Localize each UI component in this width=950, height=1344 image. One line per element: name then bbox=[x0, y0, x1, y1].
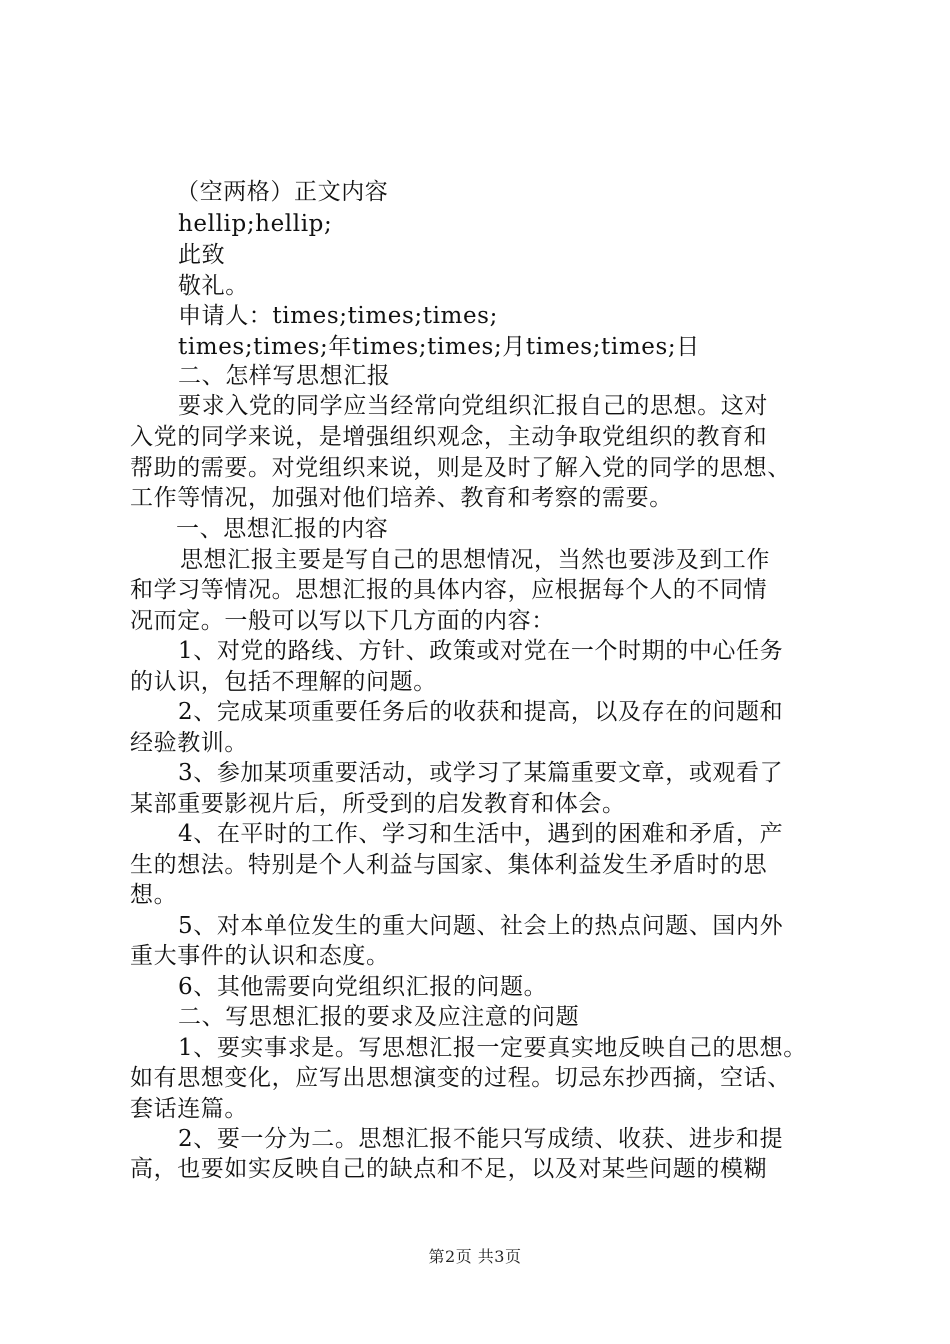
text-line: 高，也要如实反映自己的缺点和不足，以及对某些问题的模糊 bbox=[130, 1156, 768, 1182]
text-line: 套话连篇。 bbox=[130, 1096, 248, 1122]
list-item: 5、对本单位发生的重大问题、社会上的热点问题、国内外 bbox=[178, 913, 784, 939]
text-line: hellip;hellip; bbox=[178, 211, 333, 237]
text-line: 帮助的需要。对党组织来说，则是及时了解入党的同学的思想、 bbox=[130, 455, 791, 481]
list-item: 4、在平时的工作、学习和生活中，遇到的困难和矛盾，产 bbox=[178, 821, 784, 847]
text-line: 的认识，包括不理解的问题。 bbox=[130, 669, 437, 695]
list-item: 2、要一分为二。思想汇报不能只写成绩、收获、进步和提 bbox=[178, 1126, 784, 1152]
text-line: 和学习等情况。思想汇报的具体内容，应根据每个人的不同情 bbox=[130, 577, 768, 603]
text-line: 敬礼。 bbox=[178, 273, 249, 299]
text-line: 入党的同学来说，是增强组织观念，主动争取党组织的教育和 bbox=[130, 424, 768, 450]
text-line: 申请人：times;times;times; bbox=[178, 303, 498, 329]
text-line: 重大事件的认识和态度。 bbox=[130, 943, 390, 969]
text-line: 生的想法。特别是个人利益与国家、集体利益发生矛盾时的思 bbox=[130, 852, 768, 878]
section-heading: 一、思想汇报的内容 bbox=[176, 516, 389, 542]
text-line: 况而定。一般可以写以下几方面的内容： bbox=[130, 608, 555, 634]
list-item: 3、参加某项重要活动，或学习了某篇重要文章，或观看了 bbox=[178, 760, 784, 786]
section-heading: 二、怎样写思想汇报 bbox=[178, 363, 391, 389]
text-line: times;times;年times;times;月times;times;日 bbox=[178, 334, 700, 360]
text-line: 如有思想变化，应写出思想演变的过程。切忌东抄西摘，空话、 bbox=[130, 1065, 791, 1091]
text-line: 此致 bbox=[178, 242, 226, 268]
text-line: 工作等情况，加强对他们培养、教育和考察的需要。 bbox=[130, 485, 673, 511]
text-line: （空两格）正文内容 bbox=[176, 179, 389, 205]
list-item: 1、对党的路线、方针、政策或对党在一个时期的中心任务 bbox=[178, 638, 784, 664]
list-item: 6、其他需要向党组织汇报的问题。 bbox=[178, 974, 548, 1000]
text-line: 某部重要影视片后，所受到的启发教育和体会。 bbox=[130, 791, 626, 817]
list-item: 1、要实事求是。写思想汇报一定要真实地反映自己的思想。 bbox=[178, 1035, 807, 1061]
section-heading: 二、写思想汇报的要求及应注意的问题 bbox=[178, 1004, 580, 1030]
page-footer: 第2页 共3页 bbox=[428, 1247, 522, 1266]
text-line: 想。 bbox=[130, 882, 178, 908]
text-line: 思想汇报主要是写自己的思想情况，当然也要涉及到工作 bbox=[180, 547, 770, 573]
list-item: 2、完成某项重要任务后的收获和提高，以及存在的问题和 bbox=[178, 699, 784, 725]
text-line: 要求入党的同学应当经常向党组织汇报自己的思想。这对 bbox=[178, 393, 768, 419]
text-line: 经验教训。 bbox=[130, 730, 248, 756]
